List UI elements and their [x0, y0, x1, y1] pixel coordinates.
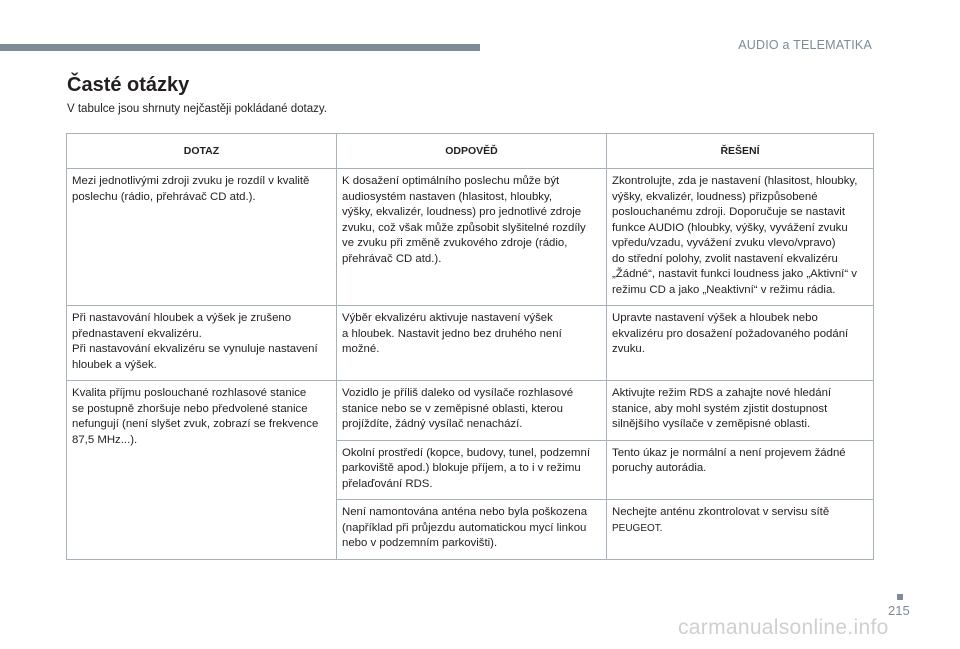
answer-cell: K dosažení optimálního poslechu může být audiosystém nastaven (hlasitost, hloubky, výšky, ekvalizér, loudness) pro jednotlivé zdroje zvuku, což však může způsobit slyšitelné rozdíly ve zvuku při změně zvukového zdroje (rádio, přehrávač CD atd.). [337, 169, 607, 306]
column-header-solution: ŘEŠENÍ [607, 134, 874, 169]
solution-cell: Zkontrolujte, zda je nastavení (hlasitost, hloubky, výšky, ekvalizér, loudness) přizpůsobené poslouchanému zdroji. Doporučuje se nastavit funkce AUDIO (hloubky, výšky, vyvážení zvuku vpředu/vzadu, vyvážení zvuku vlevo/vpravo) do střední polohy, zvolit nastavení ekvalizéru „Žádné“, nastavit funkci loudness jako „Aktivní“ v režimu CD a jako „Neaktivní“ v režimu rádia. [607, 169, 874, 306]
column-header-question: DOTAZ [67, 134, 337, 169]
question-cell: Mezi jednotlivými zdroji zvuku je rozdíl v kvalitě poslechu (rádio, přehrávač CD atd.). [67, 169, 337, 306]
faq-table [66, 133, 874, 560]
solution-cell [607, 500, 874, 560]
watermark: carmanualsonline.info [678, 616, 889, 639]
table-row [67, 381, 874, 441]
table-header-row [67, 134, 874, 169]
solution-cell: Aktivujte režim RDS a zahajte nové hledání stanice, aby mohl systém zjistit dostupnost silnějšího vysílače v zeměpisné oblasti. [607, 381, 874, 441]
column-header-answer: ODPOVĚĎ [337, 134, 607, 169]
answer-cell: Okolní prostředí (kopce, budovy, tunel, podzemní parkoviště apod.) blokuje příjem, a to i v režimu přelaďování RDS. [337, 440, 607, 500]
answer-cell: Vozidlo je příliš daleko od vysílače rozhlasové stanice nebo se v zeměpisné oblasti, kterou projíždíte, žádný vysílač nenachází. [337, 381, 607, 441]
section-title: AUDIO a TELEMATIKA [738, 38, 872, 52]
solution-text: Nechejte anténu zkontrolovat v servisu sítě [612, 506, 830, 518]
solution-cell: Tento úkaz je normální a není projevem žádné poruchy autorádia. [607, 440, 874, 500]
brand-name: PEUGEOT. [612, 522, 663, 534]
question-cell: Kvalita příjmu poslouchané rozhlasové stanice se postupně zhoršuje nebo předvolené stanice nefungují (není slyšet zvuk, zobrazí se frekvence 87,5 MHz...). [67, 381, 337, 560]
question-cell: Při nastavování hloubek a výšek je zrušeno přednastavení ekvalizéru. Při nastavování ekvalizéru se vynuluje nastavení hloubek a výšek. [67, 306, 337, 381]
table-row [67, 169, 874, 306]
answer-cell: Není namontována anténa nebo byla poškozena (například při průjezdu automatickou mycí linkou nebo v podzemním parkovišti). [337, 500, 607, 560]
answer-cell: Výběr ekvalizéru aktivuje nastavení výšek a hloubek. Nastavit jedno bez druhého není možné. [337, 306, 607, 381]
page-title: Časté otázky [67, 74, 190, 96]
page-marker [897, 594, 903, 600]
table-row [67, 306, 874, 381]
page-number: 215 [888, 603, 910, 618]
header-accent-bar [0, 44, 480, 51]
intro-text: V tabulce jsou shrnuty nejčastěji pokládané dotazy. [67, 103, 327, 115]
solution-cell: Upravte nastavení výšek a hloubek nebo ekvalizéru pro dosažení požadovaného podání zvuku. [607, 306, 874, 381]
